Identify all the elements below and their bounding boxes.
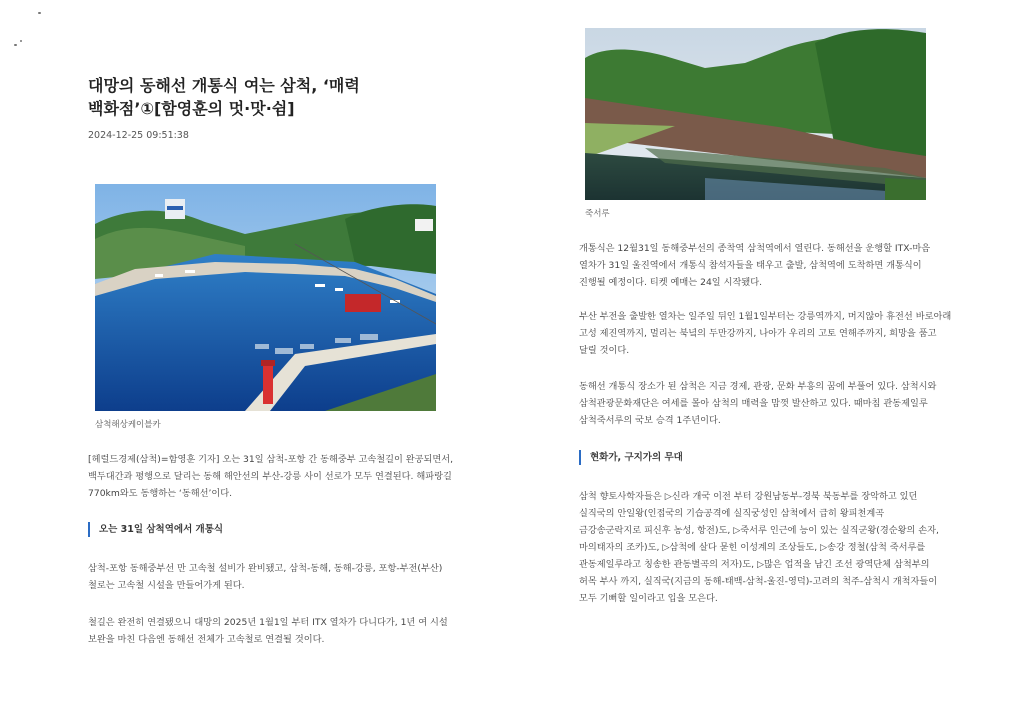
title-line: 백화점’①[함영훈의 멋·맛·쉼]: [88, 99, 295, 118]
scan-speck: [20, 40, 22, 42]
text-line: 고성 제진역까지, 멀리는 북녘의 두만강까지, 나아가 우리의 고토 연해주까지, 희망을 품고: [579, 328, 937, 339]
jukseoru-photo-illustration: [585, 28, 926, 200]
text-line: 삼척관광문화재단은 여세를 몰아 삼척의 매력을 맘껏 발산하고 있다. 때마침 관동제일루: [579, 398, 928, 409]
text-line: 770km와도 동행하는 ‘동해선’이다.: [88, 488, 233, 499]
text-line: 실직국의 안일왕(인접국의 기습공격에 실직궁성인 삼척에서 급히 왕피천계곡: [579, 508, 885, 519]
text-line: 진행될 예정이다. 티켓 예매는 24일 시작됐다.: [579, 277, 763, 288]
scan-speck: [14, 44, 17, 46]
text-line: 개통식은 12월31일 동해중부선의 종착역 삼척역에서 열린다. 동해선을 운행할 ITX-마음: [579, 243, 931, 254]
title-line: 대망의 동해선 개통식 여는 삼척, ‘매력: [88, 76, 360, 95]
body-paragraph: [579, 308, 951, 359]
text-line: 동해선 개통식 장소가 된 삼척은 지금 경제, 관광, 문화 부흥의 꿈에 부풀어 있다. 삼척시와: [579, 381, 937, 392]
body-paragraph: [88, 560, 442, 594]
photo-caption: 삼척해상케이블카: [95, 420, 161, 430]
body-paragraph: [88, 614, 448, 648]
photo-caption: 죽서루: [585, 209, 610, 219]
body-paragraph: [579, 240, 930, 291]
text-line: 철로는 고속철 시설을 만들어가게 된다.: [88, 580, 245, 591]
text-line: 보완을 마친 다음엔 동해선 전체가 고속철로 연결될 것이다.: [88, 634, 325, 645]
section-subheading: 오는 31일 삼척역에서 개통식: [88, 522, 223, 537]
scan-speck: [38, 12, 41, 14]
right-page: [512, 0, 1024, 724]
text-line: 부산 부전을 출발한 열차는 일주일 뒤인 1월1일부터는 강릉역까지, 머지않아 휴전선 바로아래: [579, 311, 952, 322]
text-line: 백두대간과 평행으로 달리는 동해 해안선의 부산-강릉 사이 선로가 모두 연결된다. 해파랑길: [88, 471, 452, 482]
harbor-cable-car-photo: [95, 184, 436, 411]
text-line: 허목 부사 까지, 실직국(지금의 동해-태백-삼척-울진-영덕)-고려의 척주-삼척시 개척자들이: [579, 576, 938, 587]
harbor-photo-illustration: [95, 184, 436, 411]
text-line: 삼척죽서루의 국보 승격 1주년이다.: [579, 415, 721, 426]
jukseoru-photo: [585, 28, 926, 200]
text-line: [헤럴드경제(삼척)=함영훈 기자] 오는 31일 삼척-포항 간 동해중부 고속철길이 완공되면서,: [88, 454, 454, 465]
section-subheading: 현화가, 구지가의 무대: [579, 450, 683, 465]
text-line: 삼척 향토사학자들은 ▷신라 개국 이전 부터 강원남동부-경북 북동부를 장악하고 있던: [579, 491, 918, 502]
body-paragraph: [579, 378, 936, 429]
text-line: 열차가 31일 울진역에서 개통식 참석자들을 태우고 출발, 삼척역에 도착하면 개통식이: [579, 260, 922, 271]
text-line: 모두 기뻐할 일이라고 입을 모은다.: [579, 593, 718, 604]
body-paragraph: [88, 451, 453, 502]
body-paragraph: [579, 488, 939, 607]
text-line: 마의태자의 조카)도, ▷삼척에 살다 묻힌 이성계의 조상들도, ▷송강 정철(삼척 죽서루를: [579, 542, 926, 553]
text-line: 달릴 것이다.: [579, 345, 630, 356]
article-title: [88, 74, 388, 120]
article-date: 2024-12-25 09:51:38: [88, 130, 189, 141]
text-line: 삼척-포항 동해중부선 만 고속철 설비가 완비됐고, 삼척-동해, 동해-강릉, 포항-부전(부산): [88, 563, 443, 574]
text-line: 철길은 완전히 연결됐으니 대망의 2025년 1월1일 부터 ITX 열차가 다니다가, 1년 여 시설: [88, 617, 448, 628]
text-line: 금강송군락지로 피신후 농성, 항전)도, ▷죽서루 인근에 능이 있는 실직군왕(경순왕의 손자,: [579, 525, 939, 536]
text-line: 관동제일루라고 칭송한 관동별곡의 저자)도, ▷많은 업적을 남긴 조선 광역단체 삼척부의: [579, 559, 930, 570]
